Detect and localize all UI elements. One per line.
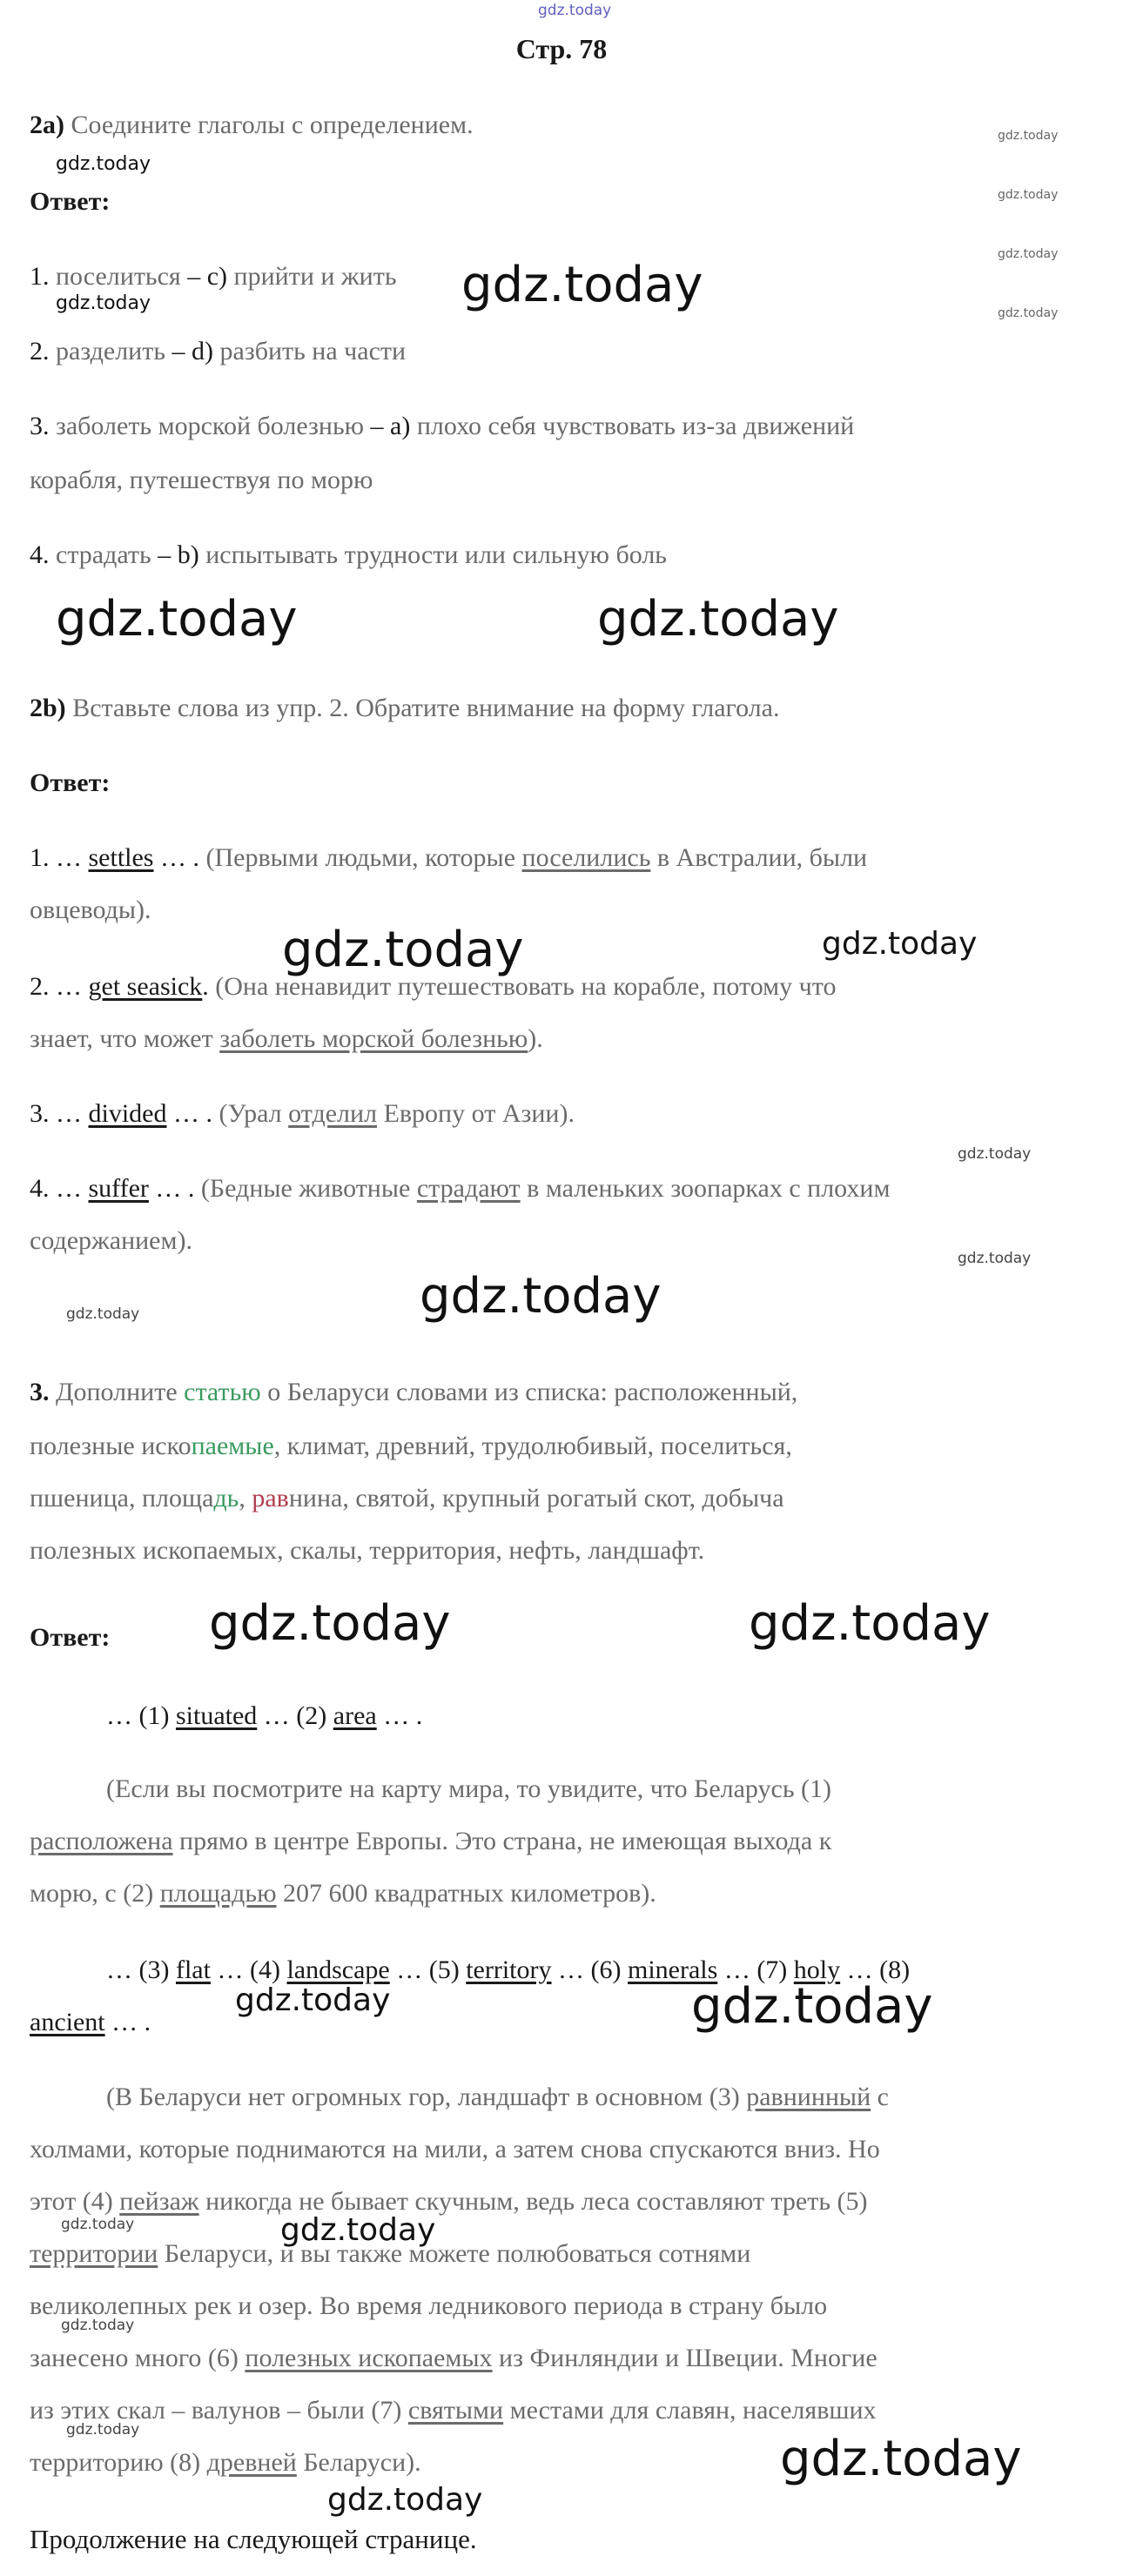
top-watermark: gdz.today bbox=[538, 2, 612, 19]
watermark: gdz.today bbox=[66, 1305, 140, 1323]
watermark: gdz.today bbox=[597, 591, 839, 647]
watermark: gdz.today bbox=[461, 257, 703, 313]
watermark: gdz.today bbox=[822, 926, 978, 962]
fill-item: 2. … get seasick. (Она ненавидит путешествовать на корабле, потому что bbox=[30, 972, 837, 1001]
page-title: Стр. 78 bbox=[515, 33, 608, 64]
translation-line: холмами, которые поднимаются на мили, а затем снова спускаются вниз. Но bbox=[30, 2135, 880, 2163]
match-item: 1. поселиться – c) прийти и жить bbox=[30, 262, 397, 291]
watermark: gdz.today bbox=[56, 292, 151, 314]
answer-label: Ответ: bbox=[30, 187, 111, 216]
answer-label: Ответ: bbox=[30, 768, 111, 797]
task-3-text: полезные ископаемые, климат, древний, трудолюбивый, поселиться, bbox=[30, 1432, 792, 1460]
watermark: gdz.today bbox=[998, 306, 1059, 320]
task-3-text: пшеница, площадь, равнина, святой, крупный рогатый скот, добыча bbox=[30, 1484, 784, 1513]
task-number: 2a) bbox=[30, 111, 64, 139]
watermark: gdz.today bbox=[780, 2431, 1022, 2487]
answer-line: … (3) flat … (4) landscape … (5) territory … (6) minerals … (7) holy … (8) bbox=[106, 1955, 911, 1984]
translation-line: этот (4) пейзаж никогда не бывает скучным, ведь леса составляют треть (5) bbox=[30, 2187, 868, 2216]
watermark: gdz.today bbox=[998, 188, 1059, 202]
watermark: gdz.today bbox=[998, 247, 1059, 261]
translation-line: (Если вы посмотрите на карту мира, то увидите, что Беларусь (1) bbox=[106, 1774, 832, 1803]
watermark: gdz.today bbox=[958, 1145, 1032, 1163]
match-item: 2. разделить – d) разбить на части bbox=[30, 337, 407, 366]
watermark: gdz.today bbox=[327, 2482, 483, 2518]
answer-line: … (1) situated … (2) area … . bbox=[106, 1701, 423, 1730]
fill-item: 3. … divided … . (Урал отделил Европу от Азии). bbox=[30, 1099, 575, 1128]
translation-line: занесено много (6) полезных ископаемых из Финляндии и Швеции. Многие bbox=[30, 2344, 878, 2372]
task-2b-heading: 2b) Вставьте слова из упр. 2. Обратите внимание на форму глагола. bbox=[30, 694, 780, 722]
translation-line: расположена прямо в центре Европы. Это страна, не имеющая выхода к bbox=[30, 1827, 832, 1855]
watermark: gdz.today bbox=[958, 1250, 1032, 1267]
task-text: Соедините глаголы с определением. bbox=[71, 111, 474, 139]
watermark: gdz.today bbox=[235, 1982, 391, 2018]
match-item: 4. страдать – b) испытывать трудности или сильную боль bbox=[30, 540, 667, 569]
task-3-text: полезных ископаемых, скалы, территория, нефть, ландшафт. bbox=[30, 1536, 705, 1565]
translation-line: территорию (8) древней Беларуси). bbox=[30, 2448, 421, 2477]
watermark: gdz.today bbox=[420, 1268, 662, 1325]
fill-item: 4. … suffer … . (Бедные животные страдают в маленьких зоопарках с плохим bbox=[30, 1174, 891, 1203]
fill-item-cont: знает, что может заболеть морской болезнью). bbox=[30, 1024, 543, 1053]
translation-line: из этих скал – валунов – были (7) святыми местами для славян, населявших bbox=[30, 2396, 877, 2425]
watermark: gdz.today bbox=[998, 129, 1059, 143]
watermark: gdz.today bbox=[749, 1595, 991, 1652]
task-3-heading: 3. Дополните статью о Беларуси словами из списка: расположенный, bbox=[30, 1378, 798, 1406]
fill-item: 1. … settles … . (Первыми людьми, которые поселились в Австралии, были bbox=[30, 843, 868, 872]
match-item-cont: корабля, путешествуя по морю bbox=[30, 466, 373, 494]
watermark: gdz.today bbox=[209, 1595, 451, 1652]
fill-item-cont: овцеводы). bbox=[30, 896, 151, 924]
watermark: gdz.today bbox=[282, 922, 524, 978]
match-item: 3. заболеть морской болезнью – a) плохо себя чувствовать из-за движений bbox=[30, 412, 855, 440]
watermark: gdz.today bbox=[61, 2216, 135, 2233]
fill-item-cont: содержанием). bbox=[30, 1226, 192, 1255]
task-2a-heading bbox=[30, 108, 474, 143]
watermark: gdz.today bbox=[280, 2212, 436, 2248]
watermark: gdz.today bbox=[61, 2317, 135, 2334]
watermark: gdz.today bbox=[56, 153, 151, 175]
continued-note: Продолжение на следующей странице. bbox=[30, 2524, 477, 2554]
watermark: gdz.today bbox=[56, 591, 298, 647]
translation-line: территории Беларуси, и вы также можете полюбоваться сотнями bbox=[30, 2239, 751, 2268]
answer-label: Ответ: bbox=[30, 1623, 111, 1652]
translation-line: великолепных рек и озер. Во время ледникового периода в страну было bbox=[30, 2291, 828, 2320]
translation-line: морю, с (2) площадью 207 600 квадратных километров). bbox=[30, 1879, 656, 1908]
translation-line: (В Беларуси нет огромных гор, ландшафт в основном (3) равнинный с bbox=[106, 2083, 889, 2111]
watermark: gdz.today bbox=[691, 1978, 933, 2035]
watermark: gdz.today bbox=[66, 2421, 140, 2438]
answer-line-cont: ancient … . bbox=[30, 2008, 151, 2036]
